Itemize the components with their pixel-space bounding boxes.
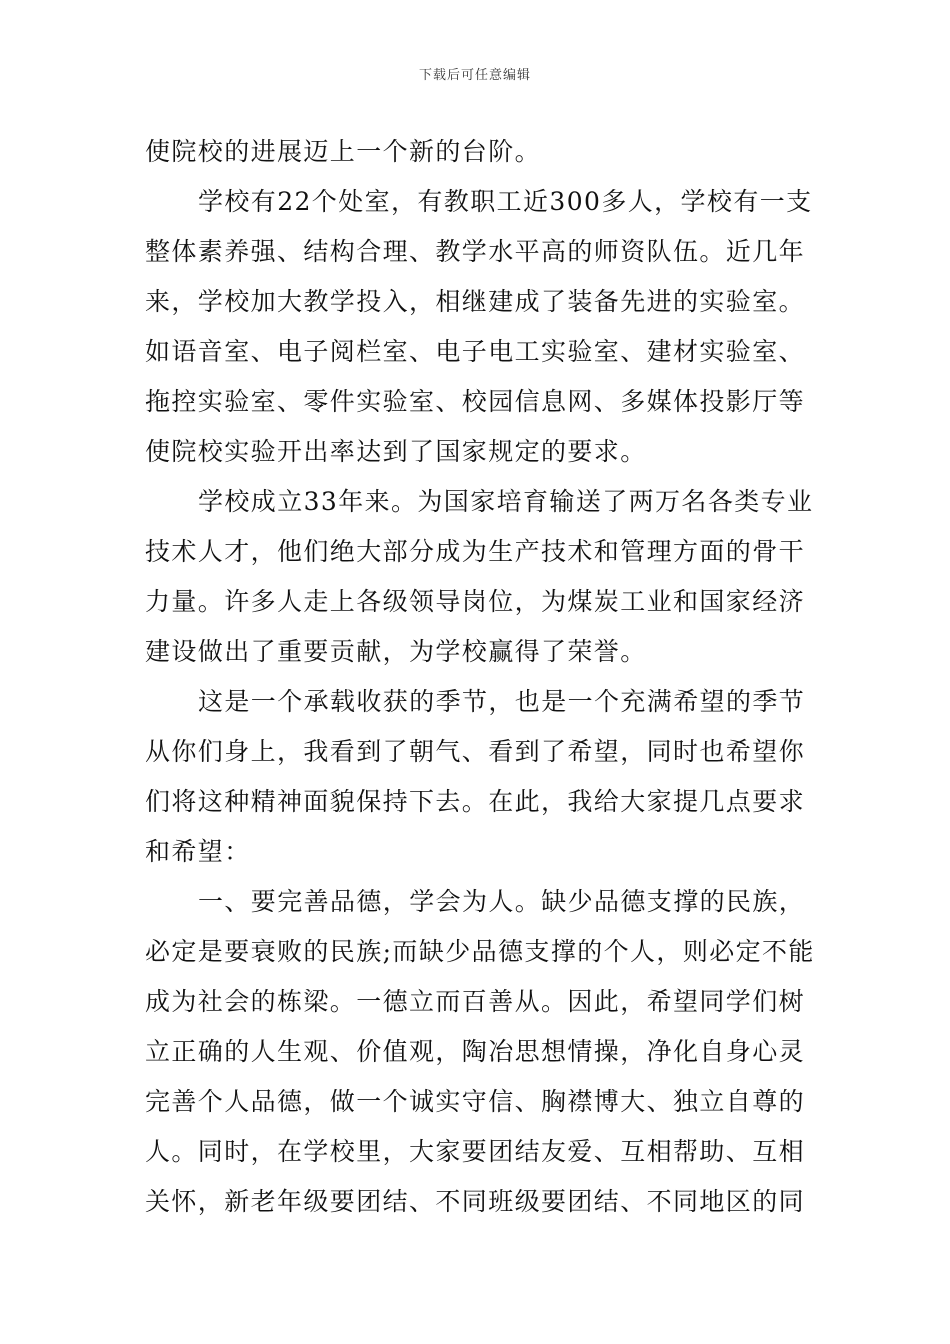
text-line-10: 力量。许多人走上各级领导岗位，为煤炭工业和国家经济 bbox=[145, 587, 806, 616]
text-line-19: 立正确的人生观、价值观，陶冶思想情操，净化自身心灵 bbox=[145, 1037, 806, 1066]
text-line-2: 学校有22个处室，有教职工近300多人，学校有一支 bbox=[198, 187, 813, 216]
text-line-22: 关怀，新老年级要团结、不同班级要团结、不同地区的同 bbox=[145, 1187, 806, 1216]
text-line-15: 和希望： bbox=[145, 837, 251, 866]
text-line-16: 一、要完善品德，学会为人。缺少品德支撑的民族， bbox=[198, 887, 806, 916]
text-line-12: 这是一个承载收获的季节，也是一个充满希望的季节 bbox=[198, 687, 806, 716]
text-line-8: 学校成立33年来。为国家培育输送了两万名各类专业 bbox=[198, 487, 814, 516]
text-line-6: 拖控实验室、零件实验室、校园信息网、多媒体投影厅等 bbox=[145, 387, 806, 416]
text-line-1: 使院校的进展迈上一个新的台阶。 bbox=[145, 137, 542, 166]
text-line-21: 人。同时，在学校里，大家要团结友爱、互相帮助、互相 bbox=[145, 1137, 806, 1166]
text-line-20: 完善个人品德，做一个诚实守信、胸襟博大、独立自尊的 bbox=[145, 1087, 806, 1116]
text-line-7: 使院校实验开出率达到了国家规定的要求。 bbox=[145, 437, 647, 466]
text-line-3: 整体素养强、结构合理、教学水平高的师资队伍。近几年 bbox=[145, 237, 806, 266]
text-line-11: 建设做出了重要贡献，为学校赢得了荣誉。 bbox=[145, 637, 647, 666]
text-line-17: 必定是要衰败的民族;而缺少品德支撑的个人，则必定不能 bbox=[145, 937, 815, 966]
text-line-5: 如语音室、电子阅栏室、电子电工实验室、建材实验室、 bbox=[145, 337, 806, 366]
page-header: 下载后可任意编辑 bbox=[418, 68, 531, 83]
text-line-14: 们将这种精神面貌保持下去。在此，我给大家提几点要求 bbox=[145, 787, 806, 816]
text-line-13: 从你们身上，我看到了朝气、看到了希望，同时也希望你 bbox=[145, 737, 806, 766]
document-body bbox=[145, 127, 815, 1227]
text-line-9: 技术人才，他们绝大部分成为生产技术和管理方面的骨干 bbox=[145, 537, 806, 566]
text-line-18: 成为社会的栋梁。一德立而百善从。因此，希望同学们树 bbox=[145, 987, 806, 1016]
text-line-4: 来，学校加大教学投入，相继建成了装备先进的实验室。 bbox=[145, 287, 806, 316]
